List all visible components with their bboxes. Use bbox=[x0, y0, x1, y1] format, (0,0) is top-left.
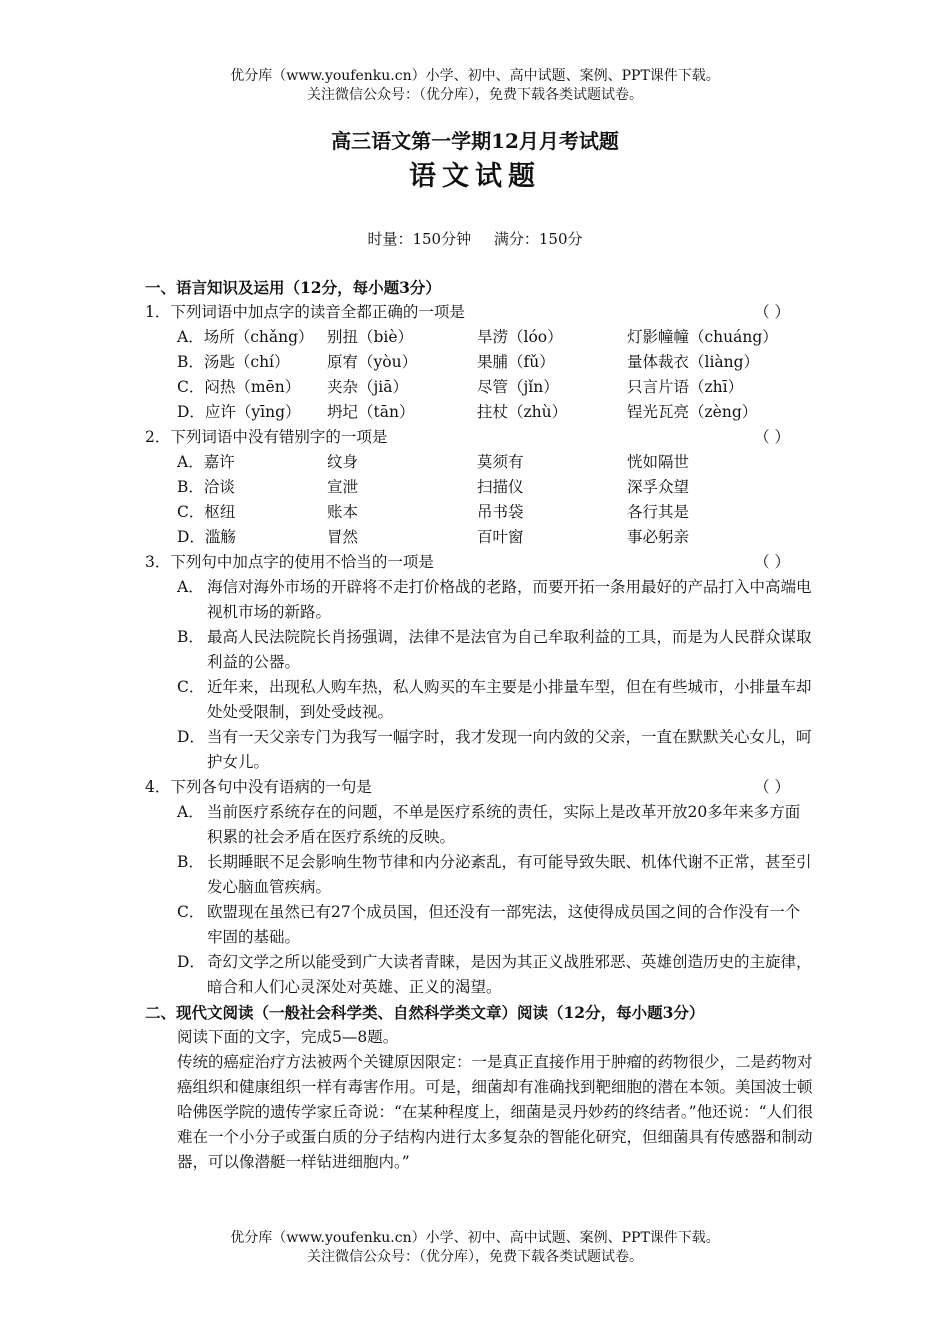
option-cell: 灯影幢幢（chuáng） bbox=[627, 328, 778, 346]
answer-blank-1: （ ） bbox=[754, 303, 790, 321]
question-4-option-d bbox=[145, 950, 815, 1000]
option-cell: A．嘉许 bbox=[177, 453, 235, 471]
option-cell: D．应许（yīng） bbox=[177, 403, 301, 421]
option-cell: 尽管（jǐn） bbox=[477, 378, 559, 396]
question-4-option-c bbox=[145, 900, 815, 950]
question-4-option-b bbox=[145, 850, 815, 900]
option-cell: 纹身 bbox=[327, 453, 359, 471]
page-header bbox=[0, 67, 950, 105]
option-label: B． bbox=[177, 853, 204, 871]
option-cell: 夹杂（jiā） bbox=[327, 378, 409, 396]
option-text: 欧盟现在虽然已有27个成员国，但还没有一部宪法，这使得成员国之间的合作没有一个牢固的基础。 bbox=[207, 903, 801, 946]
page-footer bbox=[0, 1229, 950, 1267]
question-4 bbox=[145, 775, 815, 800]
question-1 bbox=[145, 300, 815, 325]
option-cell: 事必躬亲 bbox=[627, 528, 690, 546]
option-cell: 原宥（yòu） bbox=[327, 353, 418, 371]
option-text: 奇幻文学之所以能受到广大读者青睐，是因为其正义战胜邪恶、英雄创造历史的主旋律，暗合和人们心灵深处对英雄、正义的渴望。 bbox=[207, 953, 812, 996]
option-label: A． bbox=[177, 803, 204, 821]
option-cell: B．洽谈 bbox=[177, 478, 235, 496]
option-cell: C．枢纽 bbox=[177, 503, 236, 521]
answer-blank-3: （ ） bbox=[754, 553, 790, 571]
exam-info bbox=[0, 228, 950, 249]
option-cell: A．场所（chǎng） bbox=[177, 328, 314, 346]
option-cell: 锃光瓦亮（zèng） bbox=[627, 403, 758, 421]
question-1-options bbox=[145, 325, 815, 425]
option-cell: 坍圮（tān） bbox=[327, 403, 415, 421]
option-cell: 莫须有 bbox=[477, 453, 524, 471]
option-cell: 各行其是 bbox=[627, 503, 690, 521]
option-label: B． bbox=[177, 628, 204, 646]
header-line-2: 关注微信公众号：（优分库），免费下载各类试题试卷。 bbox=[307, 87, 643, 103]
header-line-1: 优分库（www.youfenku.cn）小学、初中、高中试题、案例、PPT课件下载。 bbox=[230, 68, 720, 84]
question-3-option-a bbox=[145, 575, 815, 625]
option-label: D． bbox=[177, 728, 205, 746]
option-cell: 只言片语（zhī） bbox=[627, 378, 744, 396]
option-text: 近年来，出现私人购车热，私人购买的车主要是小排量车型，但在有些城市，小排量车却处处受限制，到处受歧视。 bbox=[207, 678, 812, 721]
section-1-heading: 一、语言知识及运用（12分，每小题3分） bbox=[145, 278, 441, 297]
option-text: 长期睡眠不足会影响生物节律和内分泌紊乱，有可能导致失眠、机体代谢不正常，甚至引发心脑血管疾病。 bbox=[207, 853, 812, 896]
answer-blank-4: （ ） bbox=[754, 778, 790, 796]
exam-title: 高三语文第一学期12月月考试题 bbox=[331, 129, 619, 153]
option-text: 当前医疗系统存在的问题，不单是医疗系统的责任，实际上是改革开放20多年来多方面积累的社会矛盾在医疗系统的反映。 bbox=[207, 803, 801, 846]
reading-instruction: 阅读下面的文字，完成5—8题。 bbox=[177, 1028, 399, 1046]
footer-line-1: 优分库（www.youfenku.cn）小学、初中、高中试题、案例、PPT课件下载。 bbox=[230, 1230, 720, 1246]
option-cell: D．滥觞 bbox=[177, 528, 236, 546]
exam-time: 时量：150分钟 bbox=[367, 230, 472, 248]
reading-passage: 传统的癌症治疗方法被两个关键原因限定：一是真正直接作用于肿瘤的药物很少，二是药物对癌组织和健康组织一样有毒害作用。可是，细菌却有准确找到靶细胞的潜在本领。美国波士顿哈佛医学院的遗传学家丘奇说：“在某种程度上，细菌是灵丹妙药的终结者。”他还说：“人们很难在一个小分子或蛋白质的分子结构内进行太多复杂的智能化研究，但细菌具有传感器和制动器，可以像潜艇一样钻进细胞内。” bbox=[177, 1053, 814, 1171]
question-3-option-c bbox=[145, 675, 815, 725]
option-cell: 旱涝（lóo） bbox=[477, 328, 563, 346]
option-cell: C．闷热（mēn） bbox=[177, 378, 301, 396]
option-cell: 百叶窗 bbox=[477, 528, 524, 546]
question-3-option-d bbox=[145, 725, 815, 775]
option-cell: 账本 bbox=[327, 503, 359, 521]
option-cell: B．汤匙（chí） bbox=[177, 353, 290, 371]
answer-blank-2: （ ） bbox=[754, 428, 790, 446]
option-cell: 恍如隔世 bbox=[627, 453, 690, 471]
question-1-stem: 1．下列词语中加点字的读音全都正确的一项是 bbox=[145, 303, 465, 321]
option-cell: 果脯（fǔ） bbox=[477, 353, 555, 371]
option-text: 当有一天父亲专门为我写一幅字时，我才发现一向内敛的父亲，一直在默默关心女儿，呵护女儿。 bbox=[207, 728, 812, 771]
option-cell: 拄杖（zhù） bbox=[477, 403, 568, 421]
exam-score: 满分：150分 bbox=[493, 230, 583, 248]
option-cell: 量体裁衣（liàng） bbox=[627, 353, 760, 371]
option-cell: 宣泄 bbox=[327, 478, 359, 496]
question-4-stem: 4．下列各句中没有语病的一句是 bbox=[145, 778, 372, 796]
option-text: 最高人民法院院长肖扬强调，法律不是法官为自己牟取利益的工具，而是为人民群众谋取利益的公器。 bbox=[207, 628, 812, 671]
option-label: C． bbox=[177, 903, 205, 921]
question-4-option-a bbox=[145, 800, 815, 850]
question-2-options bbox=[145, 450, 815, 550]
option-text: 海信对海外市场的开辟将不走打价格战的老路，而要开拓一条用最好的产品打入中高端电视机市场的新路。 bbox=[207, 578, 812, 621]
section-2-heading: 二、现代文阅读（一般社会科学类、自然科学类文章）阅读（12分，每小题3分） bbox=[145, 1003, 705, 1022]
question-2 bbox=[145, 425, 815, 450]
option-label: A． bbox=[177, 578, 204, 596]
option-cell: 别扭（biè） bbox=[327, 328, 414, 346]
option-cell: 扫描仪 bbox=[477, 478, 524, 496]
option-cell: 深孚众望 bbox=[627, 478, 690, 496]
option-label: D． bbox=[177, 953, 205, 971]
exam-subtitle: 语文试题 bbox=[409, 161, 541, 192]
exam-body bbox=[145, 275, 815, 1175]
question-3-stem: 3．下列句中加点字的使用不恰当的一项是 bbox=[145, 553, 434, 571]
footer-line-2: 关注微信公众号：（优分库），免费下载各类试题试卷。 bbox=[307, 1249, 643, 1265]
option-label: C． bbox=[177, 678, 205, 696]
option-cell: 冒然 bbox=[327, 528, 359, 546]
question-2-stem: 2．下列词语中没有错别字的一项是 bbox=[145, 428, 388, 446]
question-3-option-b bbox=[145, 625, 815, 675]
question-3 bbox=[145, 550, 815, 575]
option-cell: 吊书袋 bbox=[477, 503, 524, 521]
